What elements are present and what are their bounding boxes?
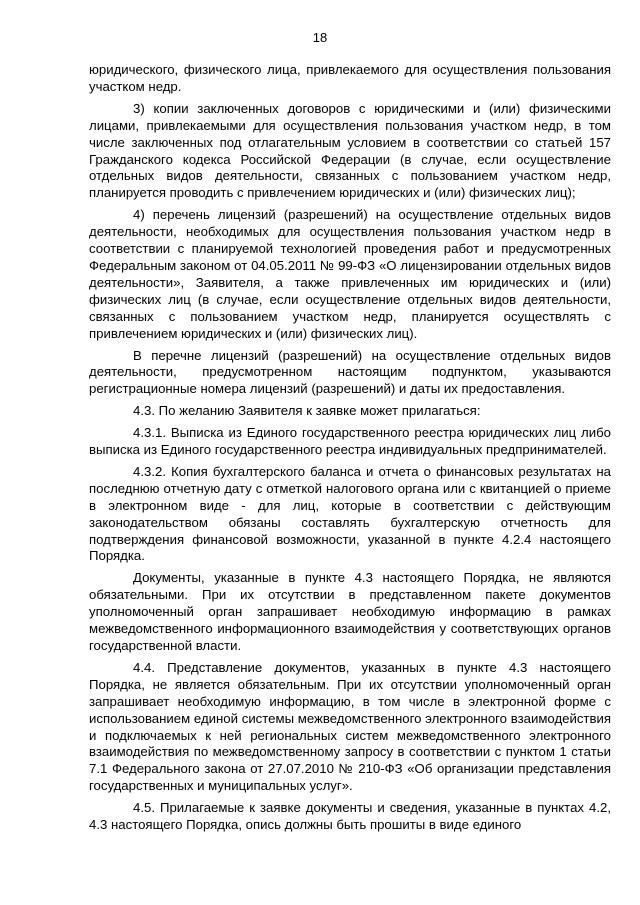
paragraph-4-3-2: 4.3.2. Копия бухгалтерского баланса и отчета о финансовых результатах на последнюю отчетную дату с отметкой налогового органа или с квитанцией о приеме в электронном виде - для лиц, которые в соответствии с действующим законодательством обязаны составлять бухгалтерскую отчетность для подтверждения финансовой возможности, указанной в пункте 4.2.4 настоящего Порядка. — [89, 463, 611, 564]
page-number: 18 — [312, 30, 328, 45]
paragraph-license-list-note: В перечне лицензий (разрешений) на осуществление отдельных видов деятельности, предусмотренном настоящим подпунктом, указываются регистрационные номера лицензий (разрешений) и даты их предоставления. — [89, 347, 611, 397]
paragraph-continuation: юридического, физического лица, привлекаемого для осуществления пользования участком недр. — [89, 62, 611, 94]
paragraph-4-4: 4.4. Представление документов, указанных в пункте 4.3 настоящего Порядка, не является обязательным. При их отсутствии уполномоченный орган запрашивает необходимую информацию, в том числе в электронной форме с использованием единой системы межведомственного электронного взаимодействия и подключаемых к ней региональных систем межведомственного электронного взаимодействия по межведомственному запросу в соответствии с пунктом 1 статьи 7.1 Федерального закона от 27.07.2010 № 210-ФЗ «Об организации представления государственных и муниципальных услуг». — [89, 659, 611, 794]
document-body — [89, 62, 611, 839]
paragraph-4-3: 4.3. По желанию Заявителя к заявке может прилагаться: — [133, 403, 481, 419]
paragraph-4-5: 4.5. Прилагаемые к заявке документы и сведения, указанные в пунктах 4.2, 4.3 настоящего Порядка, опись должны быть прошиты в виде единого — [89, 800, 611, 833]
paragraph-documents-note: Документы, указанные в пункте 4.3 настоящего Порядка, не являются обязательными. При их отсутствии в представленном пакете документов уполномоченный орган запрашивает необходимую информацию в рамках межведомственного информационного взаимодействия у соответствующих органов государственной власти. — [89, 570, 611, 653]
paragraph-item-4: 4) перечень лицензий (разрешений) на осуществление отдельных видов деятельности, необходимых для осуществления пользования участком недр в соответствии с планируемой технологией проведения работ и предусмотренных Федеральным законом от 04.05.2011 № 99-ФЗ «О лицензировании отдельных видов деятельности», Заявителя, а также привлеченных им юридических и (или) физических лиц (в случае, если осуществление отдельных видов деятельности, связанных с пользованием участком недр, планируется осуществлять с привлечением юридических и (или) физических лиц). — [89, 207, 611, 341]
paragraph-4-3-1: 4.3.1. Выписка из Единого государственного реестра юридических лиц либо выписка из Единого государственного реестра индивидуальных предпринимателей. — [89, 425, 611, 458]
paragraph-item-3: 3) копии заключенных договоров с юридическими и (или) физическими лицами, привлекаемыми для осуществления пользования участком недр, в том числе заключенных под отлагательным условием в соответствии со статьей 157 Гражданского кодекса Российской Федерации (в случае, если осуществление отдельных видов деятельности, связанных с пользованием участком недр, планируется проводить с привлечением юридических и (или) физических лиц); — [89, 100, 611, 201]
